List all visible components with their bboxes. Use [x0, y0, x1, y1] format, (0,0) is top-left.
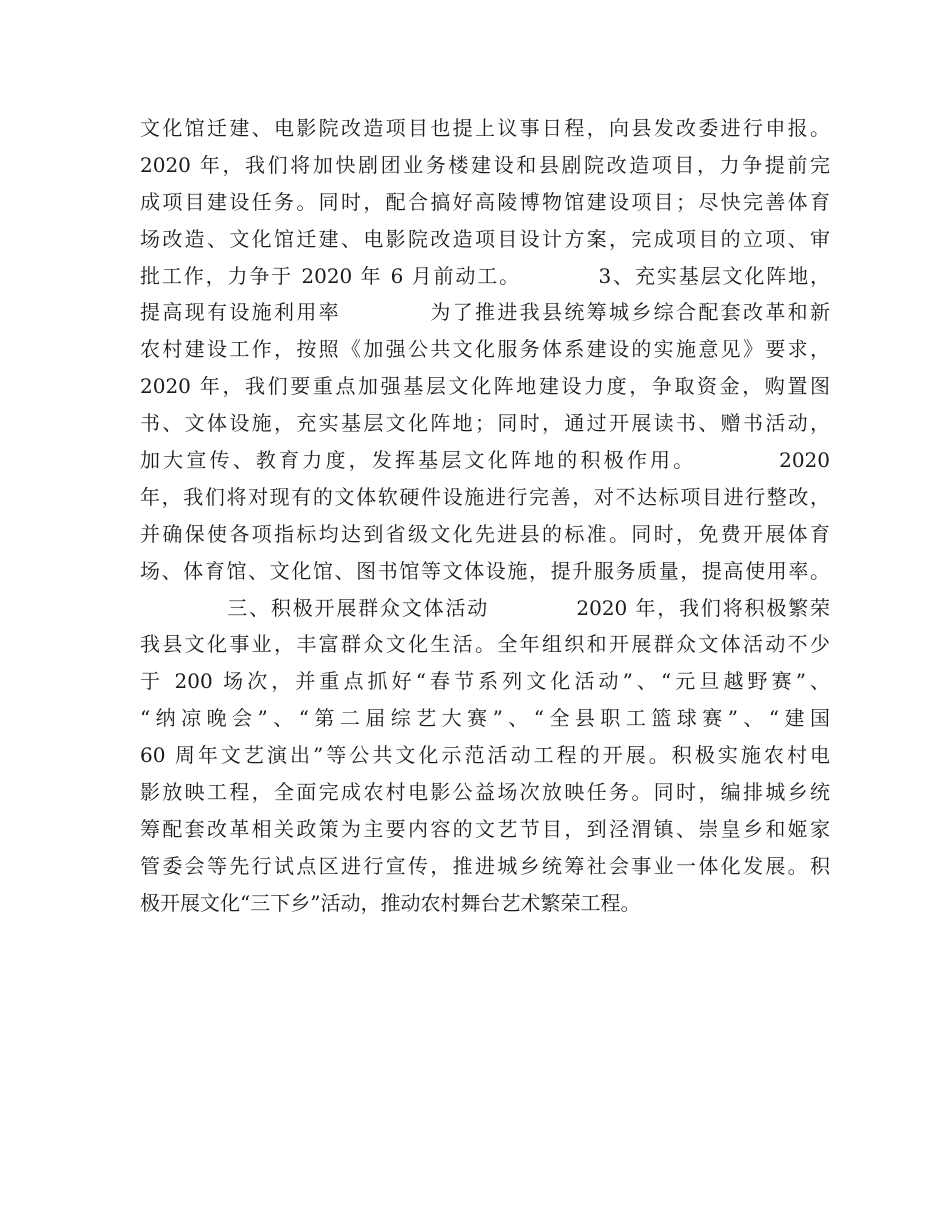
- text-line: 60 周年文艺演出”等公共文化示范活动工程的开展。积极实施农村电: [140, 743, 830, 768]
- text-line: 场、体育馆、文化馆、图书馆等文体设施，提升服务质量，提高使用率。: [140, 558, 830, 583]
- text-line: 管委会等先行试点区进行宣传，推进城乡统筹社会事业一体化发展。积: [140, 853, 830, 878]
- text-line: 并确保使各项指标均达到省级文化先进县的标准。同时，免费开展体育: [140, 521, 830, 546]
- text-line: 于 200 场次，并重点抓好“春节系列文化活动”、“元旦越野赛”、: [140, 669, 830, 694]
- text-line: 我县文化事业，丰富群众文化生活。全年组织和开展群众文体活动不少: [140, 632, 830, 657]
- body-text: [140, 110, 830, 922]
- text-line: 成项目建设任务。同时，配合搞好高陵博物馆建设项目；尽快完善体育: [140, 189, 830, 214]
- text-line: 提高现有设施利用率 为了推进我县统筹城乡综合配套改革和新: [140, 300, 830, 325]
- text-line: 2020 年，我们将加快剧团业务楼建设和县剧院改造项目，力争提前完: [140, 152, 830, 177]
- text-line: 农村建设工作，按照《加强公共文化服务体系建设的实施意见》要求，: [140, 337, 830, 362]
- text-line: 影放映工程，全面完成农村电影公益场次放映任务。同时，编排城乡统: [140, 780, 830, 805]
- text-line: 极开展文化“三下乡”活动，推动农村舞台艺术繁荣工程。: [140, 890, 641, 915]
- text-line: 批工作，力争于 2020 年 6 月前动工。 3、充实基层文化阵地，: [140, 263, 830, 288]
- text-line: 场改造、文化馆迁建、电影院改造项目设计方案，完成项目的立项、审: [140, 226, 830, 251]
- text-line: 加大宣传、教育力度，发挥基层文化阵地的积极作用。 2020: [140, 448, 830, 473]
- text-line: 筹配套改革相关政策为主要内容的文艺节目，到泾渭镇、崇皇乡和姬家: [140, 816, 830, 841]
- text-line: 2020 年，我们要重点加强基层文化阵地建设力度，争取资金，购置图: [140, 374, 830, 399]
- text-line: 三、积极开展群众文体活动 2020 年，我们将积极繁荣: [140, 595, 830, 620]
- text-line: “纳凉晚会”、“第二届综艺大赛”、“全县职工篮球赛”、“建国: [140, 706, 830, 731]
- text-line: 年，我们将对现有的文体软硬件设施进行完善，对不达标项目进行整改，: [140, 484, 830, 509]
- text-line: 书、文体设施，充实基层文化阵地；同时，通过开展读书、赠书活动，: [140, 411, 830, 436]
- text-line: 文化馆迁建、电影院改造项目也提上议事日程，向县发改委进行申报。: [140, 116, 830, 140]
